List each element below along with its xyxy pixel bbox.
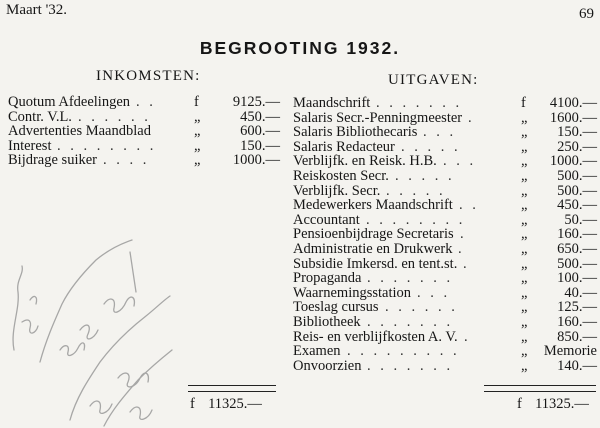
uitgaven-row [293, 359, 597, 374]
uitgaven-row-amount: Memorie [543, 343, 597, 360]
uitgaven-row-currency: „ [521, 284, 528, 301]
uitgaven-row [293, 300, 597, 315]
uitgaven-total-amount: 11325.— [535, 396, 589, 412]
uitgaven-row-leader-dots: . [468, 109, 475, 126]
inkomsten-list [8, 95, 280, 168]
uitgaven-row-leader-dots: . . . . . . [385, 299, 458, 316]
uitgaven-row-amount: 100.— [557, 270, 597, 287]
uitgaven-row-currency: „ [521, 240, 528, 257]
handwritten-pencil-annotation [0, 230, 175, 428]
uitgaven-row [293, 286, 597, 301]
inkomsten-row [8, 139, 280, 154]
inkomsten-row-label: Quotum Afdeelingen [8, 94, 131, 110]
uitgaven-row-label: Propaganda [293, 270, 362, 287]
uitgaven-row-label: Pensioenbijdrage Secretaris [293, 226, 454, 243]
uitgaven-row-label: Salaris Redacteur [293, 138, 395, 155]
uitgaven-row-leader-dots: . . . [423, 124, 457, 141]
uitgaven-row [293, 271, 597, 286]
uitgaven-row-amount: 500.— [557, 167, 597, 184]
uitgaven-row-leader-dots: . . . . . . . [367, 313, 454, 330]
issue-date: Maart '32. [6, 2, 68, 18]
uitgaven-row-amount: 160.— [557, 226, 597, 243]
uitgaven-row-leader-dots: . . . . . . . [367, 357, 454, 374]
uitgaven-row-leader-dots: . . . . . . . [376, 95, 463, 111]
uitgaven-row-amount: 160.— [557, 313, 597, 330]
uitgaven-row-currency: „ [521, 270, 528, 287]
uitgaven-row [293, 154, 597, 169]
inkomsten-row [8, 124, 280, 139]
uitgaven-row-leader-dots: . . . [443, 153, 477, 170]
uitgaven-row-amount: 1000.— [549, 153, 597, 170]
uitgaven-row [293, 213, 597, 228]
inkomsten-row-currency: „ [194, 123, 201, 140]
uitgaven-row-leader-dots: . [458, 240, 465, 257]
inkomsten-row-amount: 9125.— [232, 94, 280, 110]
inkomsten-row [8, 110, 280, 125]
inkomsten-row [8, 153, 280, 168]
uitgaven-row-leader-dots: . . . . . . . . [366, 211, 466, 228]
uitgaven-row-amount: 140.— [557, 357, 597, 374]
uitgaven-row-leader-dots: . . . . . [386, 182, 446, 199]
inkomsten-total [190, 396, 262, 413]
inkomsten-row-label: Bijdrage suiker [8, 152, 97, 169]
uitgaven-row-leader-dots: . . . . . [395, 167, 455, 184]
uitgaven-row-currency: „ [521, 255, 528, 272]
uitgaven-row-currency: „ [521, 153, 528, 170]
uitgaven-row-amount: 1600.— [549, 109, 597, 126]
inkomsten-row-amount: 1000.— [232, 152, 280, 169]
uitgaven-row-currency: „ [521, 357, 528, 374]
uitgaven-row-leader-dots: . [460, 226, 467, 243]
inkomsten-row-label: Interest [8, 137, 52, 154]
uitgaven-row-amount: 450.— [557, 197, 597, 214]
uitgaven-row [293, 315, 597, 330]
page-title: BEGROOTING 1932. [199, 38, 401, 58]
uitgaven-row-label: Waarnemingsstation [293, 284, 412, 301]
uitgaven-row [293, 227, 597, 242]
uitgaven-row-amount: 850.— [557, 328, 597, 345]
uitgaven-row-label: Salaris Bibliothecaris [293, 124, 418, 141]
uitgaven-row-label: Maandschrift [293, 95, 371, 111]
uitgaven-row-currency: „ [521, 109, 528, 126]
inkomsten-row-currency: f [194, 94, 199, 110]
uitgaven-row-label: Examen [293, 343, 341, 360]
uitgaven-row-amount: 250.— [557, 138, 597, 155]
inkomsten-row-currency: „ [194, 108, 201, 125]
uitgaven-row-label: Verblijfk. en Reisk. H.B. [293, 153, 437, 170]
uitgaven-row-label: Reiskosten Secr. [293, 167, 389, 184]
uitgaven-row-label: Administratie en Drukwerk [293, 240, 453, 257]
uitgaven-row-label: Bibliotheek [293, 313, 361, 330]
uitgaven-row-currency: f [521, 95, 526, 111]
uitgaven-total-rule-double [484, 391, 596, 392]
uitgaven-total [517, 396, 589, 413]
inkomsten-row-leader-dots: . . . . . . [78, 108, 151, 125]
inkomsten-row-label: Advertenties Maandblad [8, 123, 151, 140]
uitgaven-row-leader-dots: . [463, 255, 470, 272]
uitgaven-list [293, 96, 597, 373]
inkomsten-total-rule [188, 385, 276, 386]
uitgaven-row-currency: „ [521, 182, 528, 199]
uitgaven-row-label: Toeslag cursus [293, 299, 379, 316]
uitgaven-total-rule [484, 385, 596, 386]
uitgaven-row-label: Medewerkers Maandschrift [293, 197, 453, 214]
uitgaven-row [293, 257, 597, 272]
uitgaven-row-currency: „ [521, 299, 528, 316]
uitgaven-row-currency: „ [521, 313, 528, 330]
inkomsten-total-rule-double [188, 391, 276, 392]
uitgaven-row-amount: 50.— [564, 211, 597, 228]
page-number: 69 [579, 6, 594, 22]
uitgaven-row-label: Verblijfk. Secr. [293, 182, 381, 199]
uitgaven-row-amount: 125.— [557, 299, 597, 316]
uitgaven-row [293, 242, 597, 257]
inkomsten-row-amount: 150.— [240, 137, 280, 154]
uitgaven-row-amount: 500.— [557, 182, 597, 199]
uitgaven-row-currency: „ [521, 328, 528, 345]
inkomsten-row-currency: „ [194, 152, 201, 169]
uitgaven-row-label: Onvoorzien [293, 357, 362, 374]
uitgaven-row-leader-dots: . [464, 328, 471, 345]
uitgaven-row [293, 330, 597, 345]
inkomsten-row-amount: 450.— [240, 108, 280, 125]
uitgaven-row-currency: „ [521, 124, 528, 141]
uitgaven-row-currency: „ [521, 343, 528, 360]
uitgaven-row-amount: 150.— [557, 124, 597, 141]
inkomsten-row-currency: „ [194, 137, 201, 154]
uitgaven-row-leader-dots: . . . . . . . [367, 270, 454, 287]
uitgaven-row-label: Reis- en verblijfkosten A. V. [293, 328, 458, 345]
uitgaven-row-currency: „ [521, 211, 528, 228]
uitgaven-total-currency: f [517, 396, 522, 412]
uitgaven-row-amount: 500.— [557, 255, 597, 272]
inkomsten-row-leader-dots: . . . . . . . . [57, 137, 157, 154]
uitgaven-row-amount: 650.— [557, 240, 597, 257]
uitgaven-row-amount: 4100.— [549, 95, 597, 111]
uitgaven-row [293, 140, 597, 155]
uitgaven-row [293, 111, 597, 126]
uitgaven-heading: UITGAVEN: [388, 72, 479, 88]
uitgaven-row-amount: 40.— [564, 284, 597, 301]
inkomsten-total-currency: f [190, 396, 195, 412]
uitgaven-row-currency: „ [521, 226, 528, 243]
uitgaven-row-label: Subsidie Imkersd. en tent.st. [293, 255, 458, 272]
inkomsten-row-label: Contr. V.L. [8, 108, 72, 125]
inkomsten-row-leader-dots: . . . . [103, 152, 150, 169]
inkomsten-row-amount: 600.— [240, 123, 280, 140]
uitgaven-row [293, 169, 597, 184]
uitgaven-row-currency: „ [521, 197, 528, 214]
uitgaven-row [293, 96, 597, 111]
uitgaven-row-leader-dots: . . . . . [401, 138, 461, 155]
inkomsten-row [8, 95, 280, 110]
uitgaven-row-label: Salaris Secr.-Penningmeester [293, 109, 463, 126]
uitgaven-row [293, 198, 597, 213]
inkomsten-row-leader-dots: . . [136, 94, 156, 110]
uitgaven-row [293, 125, 597, 140]
uitgaven-row-currency: „ [521, 138, 528, 155]
inkomsten-heading: INKOMSTEN: [96, 68, 201, 84]
uitgaven-row-label: Accountant [293, 211, 360, 228]
uitgaven-row-leader-dots: . . [459, 197, 479, 214]
uitgaven-row [293, 184, 597, 199]
uitgaven-row-currency: „ [521, 167, 528, 184]
uitgaven-row [293, 344, 597, 359]
uitgaven-row-leader-dots: . . . . . . . . . [347, 343, 460, 360]
inkomsten-total-amount: 11325.— [208, 396, 262, 412]
uitgaven-row-leader-dots: . . . [417, 284, 451, 301]
